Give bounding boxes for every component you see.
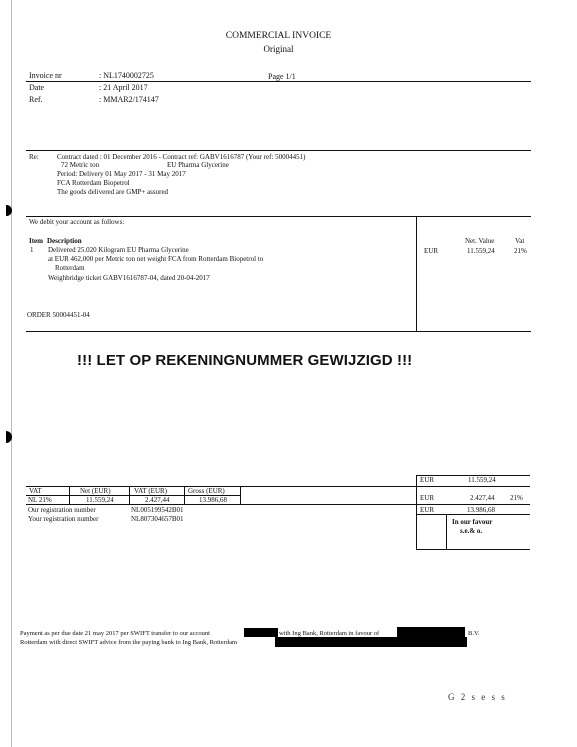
vat-header-vat-eur: VAT (EUR) bbox=[134, 487, 167, 495]
re-line-1: Contract dated : 01 December 2016 - Contract ref: GABV1616787 (Your ref: 50004451) bbox=[57, 153, 306, 161]
item-desc-line-4: Weighbridge ticket GABV1616787-04, dated 20-04-2017 bbox=[48, 274, 210, 282]
totals-inner-divider bbox=[446, 514, 447, 549]
redacted-account bbox=[244, 628, 278, 637]
favour-line-2: s.e.& o. bbox=[460, 527, 483, 535]
re-line-4: FCA Rotterdam Biopetrol bbox=[57, 179, 130, 187]
favour-line-1: In our favour bbox=[452, 518, 493, 526]
document-title: COMMERCIAL INVOICE bbox=[225, 31, 332, 41]
vat-col-div-3 bbox=[184, 486, 185, 504]
our-registration-label: Our registration number bbox=[28, 506, 96, 514]
debit-text: We debit your account as follows: bbox=[29, 218, 125, 226]
totals-bottom bbox=[416, 549, 530, 550]
items-bottom-divider bbox=[26, 331, 531, 332]
totals-line-3 bbox=[416, 504, 530, 505]
items-right-divider bbox=[416, 216, 417, 331]
payment-line-1a: Payment as per due date 21 may 2017 per SWIFT transfer to our account bbox=[20, 630, 210, 637]
payment-line-2: Rotterdam with direct SWIFT advice from the paying bank to Ing Bank, Rotterdam bbox=[20, 639, 238, 646]
totals-line-2 bbox=[416, 486, 530, 487]
page-left-edge bbox=[11, 0, 12, 747]
col-vat-header: Vat bbox=[515, 237, 525, 245]
payment-line-1b: with Ing Bank, Rotterdam in favour of bbox=[279, 630, 380, 637]
vat-col-div-4 bbox=[240, 486, 241, 504]
account-change-notice: !!! LET OP REKENINGNUMMER GEWIJZIGD !!! bbox=[77, 352, 413, 369]
item-desc-line-1: Delivered 25.020 Kilogram EU Pharma Glycerine bbox=[48, 246, 189, 254]
ref-label: Ref. bbox=[29, 95, 43, 104]
totals-row1-value: 11.559,24 bbox=[468, 476, 496, 484]
page-number: Page 1/1 bbox=[268, 72, 296, 81]
ref-value: : MMAR2/174147 bbox=[99, 95, 159, 104]
col-item-header: Item bbox=[29, 237, 43, 245]
date-label: Date bbox=[29, 83, 45, 92]
totals-row3-currency: EUR bbox=[420, 506, 434, 514]
totals-row2-value: 2.427,44 bbox=[470, 494, 495, 502]
our-registration-value: NL005199542B01 bbox=[131, 506, 184, 514]
vat-row-rate: NL 21% bbox=[28, 496, 52, 504]
your-registration-label: Your registration number bbox=[28, 515, 99, 523]
item-desc-line-3: Rotterdam bbox=[55, 264, 85, 272]
re-line-2b: EU Pharma Glycerine bbox=[167, 161, 229, 169]
item-number: 1 bbox=[30, 246, 34, 254]
your-registration-value: NL807304657B01 bbox=[131, 515, 184, 523]
item-net-value: 11.559,24 bbox=[467, 247, 495, 255]
vat-table-bottom bbox=[26, 504, 417, 505]
totals-row1-currency: EUR bbox=[420, 476, 434, 484]
header-divider bbox=[26, 81, 531, 82]
re-line-5: The goods delivered are GMP+ assured bbox=[57, 188, 169, 196]
totals-row2-rate: 21% bbox=[510, 494, 523, 502]
order-number: ORDER 50004451-04 bbox=[27, 311, 90, 319]
col-description-header: Description bbox=[47, 237, 82, 245]
footer-mark: G 2 s e s s bbox=[448, 692, 507, 702]
vat-col-div-1 bbox=[69, 486, 70, 504]
re-top-divider bbox=[26, 150, 531, 151]
vat-header-gross: Gross (EUR) bbox=[188, 487, 225, 495]
item-vat-rate: 21% bbox=[514, 247, 527, 255]
invoice-nr-value: : NL1740002725 bbox=[99, 71, 154, 80]
vat-col-div-2 bbox=[129, 486, 130, 504]
totals-left-divider bbox=[416, 475, 417, 549]
payment-line-1c: B.V. bbox=[468, 630, 480, 637]
items-top-divider bbox=[26, 216, 531, 217]
totals-row2-currency: EUR bbox=[420, 494, 434, 502]
date-value: : 21 April 2017 bbox=[99, 83, 148, 92]
invoice-nr-label: Invoice nr bbox=[29, 71, 62, 80]
document-subtitle: Original bbox=[263, 44, 294, 54]
totals-row3-value: 13.986,68 bbox=[467, 506, 495, 514]
col-net-value-header: Net. Value bbox=[465, 237, 495, 245]
totals-line-4 bbox=[416, 514, 530, 515]
item-currency: EUR bbox=[424, 247, 438, 255]
vat-row-gross: 13.986,68 bbox=[199, 496, 227, 504]
vat-header-vat: VAT bbox=[29, 487, 42, 495]
re-line-2a: 72 Metric ton bbox=[61, 161, 100, 169]
re-label: Re: bbox=[29, 153, 39, 161]
item-desc-line-2: at EUR 462,000 per Metric ton net weight FCA from Rotterdam Biopetrol to bbox=[48, 255, 264, 263]
re-line-3: Period: Delivery 01 May 2017 - 31 May 2017 bbox=[57, 170, 186, 178]
vat-row-vat: 2.427,44 bbox=[145, 496, 170, 504]
redacted-address bbox=[275, 637, 467, 647]
vat-header-net: Net (EUR) bbox=[80, 487, 111, 495]
vat-row-net: 11.559,24 bbox=[86, 496, 114, 504]
